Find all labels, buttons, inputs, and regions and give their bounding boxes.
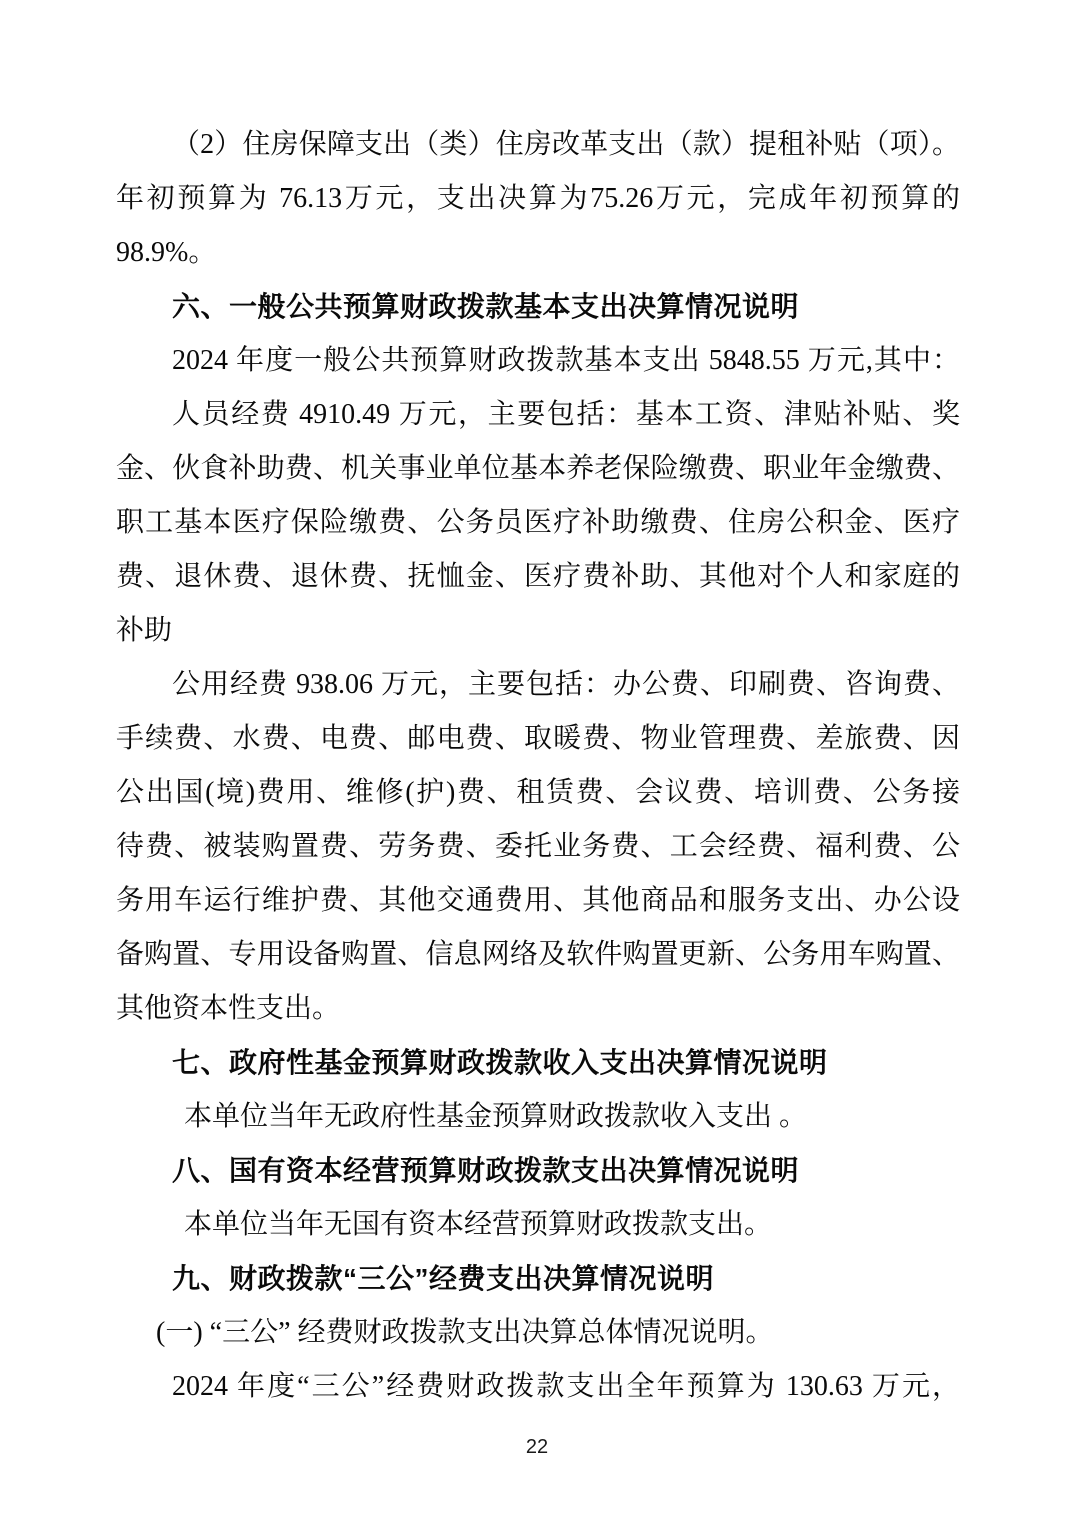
page-footer <box>0 1433 1074 1461</box>
body-line: 本单位当年无政府性基金预算财政拨款收入支出 。 <box>184 1101 808 1132</box>
body-line: 补助 <box>116 615 173 646</box>
body-line: 98.9%。 <box>116 237 217 268</box>
page-number: 22 <box>525 1436 549 1458</box>
body-line: 待费、被装购置费、劳务费、委托业务费、工会经费、福利费、公 <box>116 831 960 862</box>
body-line: 本单位当年无国有资本经营预算财政拨款支出。 <box>184 1209 773 1240</box>
heading-section-9: 九、财政拨款“三公”经费支出决算情况说明 <box>172 1263 715 1294</box>
body-line: 费、退休费、退休费、抚恤金、医疗费补助、其他对个人和家庭的 <box>116 561 960 592</box>
heading-section-6: 六、一般公共预算财政拨款基本支出决算情况说明 <box>172 291 800 322</box>
body-line: 公出国(境)费用、维修(护)费、租赁费、会议费、培训费、公务接 <box>116 777 960 808</box>
body-line: 年初预算为 76.13万元，支出决算为75.26万元，完成年初预算的 <box>116 183 960 214</box>
body-line: 手续费、水费、电费、邮电费、取暖费、物业管理费、差旅费、因 <box>116 723 960 754</box>
document-body <box>116 118 960 1414</box>
body-line: 金、伙食补助费、机关事业单位基本养老保险缴费、职业年金缴费、 <box>116 453 960 484</box>
body-line: 公用经费 938.06 万元，主要包括：办公费、印刷费、咨询费、 <box>172 669 960 700</box>
body-line: 职工基本医疗保险缴费、公务员医疗补助缴费、住房公积金、医疗 <box>116 507 960 538</box>
body-line: 人员经费 4910.49 万元，主要包括：基本工资、津贴补贴、奖 <box>172 399 960 430</box>
body-line: 其他资本性支出。 <box>116 993 341 1024</box>
body-line: （2）住房保障支出（类）住房改革支出（款）提租补贴（项）。 <box>172 129 960 160</box>
body-line: 2024 年度“三公”经费财政拨款支出全年预算为 130.63 万元， <box>172 1371 960 1402</box>
heading-section-8: 八、国有资本经营预算财政拨款支出决算情况说明 <box>172 1155 800 1186</box>
body-line: 备购置、专用设备购置、信息网络及软件购置更新、公务用车购置、 <box>116 939 960 970</box>
body-line: 务用车运行维护费、其他交通费用、其他商品和服务支出、办公设 <box>116 885 960 916</box>
heading-section-7: 七、政府性基金预算财政拨款收入支出决算情况说明 <box>172 1047 828 1078</box>
body-line: 2024 年度一般公共预算财政拨款基本支出 5848.55 万元,其中： <box>172 345 960 376</box>
body-line: (一) “三公” 经费财政拨款支出决算总体情况说明。 <box>156 1317 774 1348</box>
